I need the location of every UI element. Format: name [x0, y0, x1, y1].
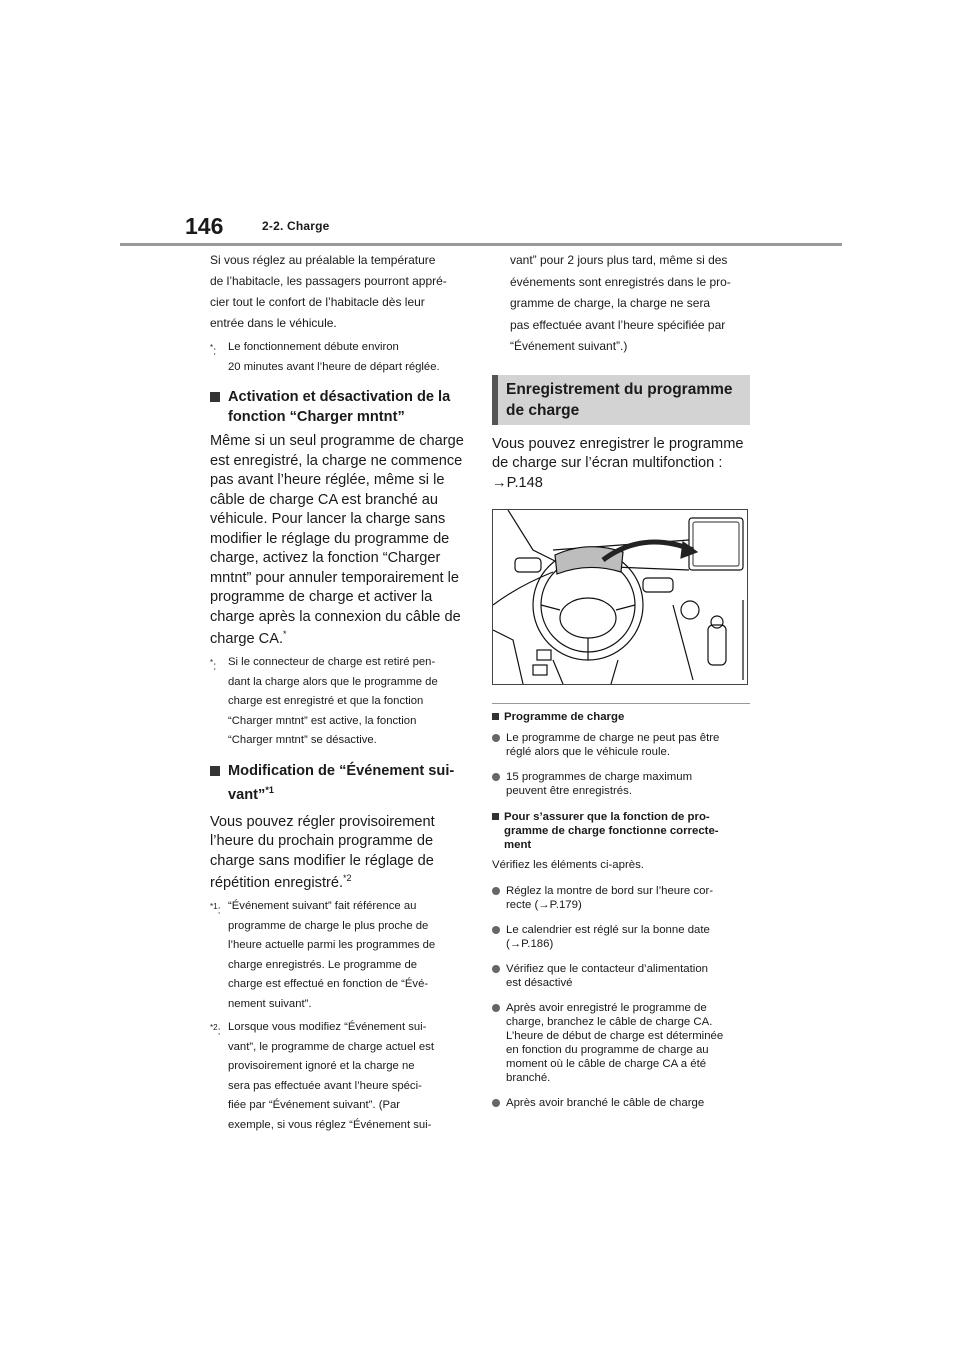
footnote-line: Si le connecteur de charge est retiré pen-: [228, 656, 436, 668]
heading-line: Activation et désactivation de la: [228, 389, 451, 405]
heading-modification: [210, 761, 468, 805]
text-line: de charge sur l’écran multifonction :: [492, 455, 723, 471]
heading-activation: [210, 387, 468, 427]
text-line: mntnt” pour annuler temporairement le: [210, 569, 460, 586]
continued-footnote: [492, 250, 750, 358]
footnote-mark: *1: [210, 902, 218, 911]
footnote-line: Lorsque vous modifiez “Événement sui-: [228, 1021, 427, 1033]
footnote-line: l’heure actuelle parmi les programmes de: [228, 939, 436, 951]
heading-line: fonction “Charger mntnt”: [228, 409, 405, 425]
footnote-ref: *: [283, 629, 287, 640]
bullet-line: branché.: [506, 1072, 551, 1084]
text-line: véhicule. Pour lancer la charge sans: [210, 511, 446, 527]
list-item: [492, 884, 750, 912]
list-item: [492, 1096, 750, 1110]
footnote-star-2: *: Si le connecteur de charge est retiré pen- dant la charge alors que le programme de charge est enregistré et que la fonction “Charger mntnt” est active, la fonction “Charger mntnt” se désactive.: [210, 653, 468, 751]
header-divider: [120, 243, 842, 246]
heading-text: Programme de charge: [504, 711, 625, 723]
bullet-line: Le calendrier est réglé sur la bonne date: [506, 924, 710, 936]
text-line: de l’habitacle, les passagers pourront appré-: [210, 274, 447, 288]
text-line: charge après la connexion du câble de: [210, 608, 461, 625]
footnote-line: provisoirement ignoré et la charge ne: [228, 1060, 415, 1072]
text-line: programme de charge et activer la: [210, 589, 433, 605]
footnote-line: dant la charge alors que le programme de: [228, 675, 438, 688]
bullet-line: 15 programmes de charge maximum: [506, 771, 693, 783]
bullet-dot-icon: [492, 965, 500, 973]
square-bullet-icon: [492, 813, 499, 820]
activation-paragraph: [210, 432, 468, 651]
text-line: [210, 871, 468, 895]
check-intro: Vérifiez les éléments ci-après.: [492, 859, 644, 871]
footnote-line: programme de charge le plus proche de: [228, 919, 429, 932]
bullet-line: (→P.186): [506, 938, 554, 950]
text-line: pas effectuée avant l’heure spécifiée par: [510, 317, 726, 332]
text-line: modifier le réglage du programme de: [210, 530, 450, 547]
section-heading-box: [492, 375, 750, 425]
right-column: [492, 250, 750, 1110]
list-item: [492, 962, 750, 990]
footnote-ref: *1: [265, 784, 274, 795]
heading-line: gramme de charge fonctionne correcte-: [504, 825, 719, 837]
footnote-1: $^{*1}$: “Événement suivant” fait référence au programme de charge le plus proche de l’heure actuelle parmi les programmes de charge enregistrés. Le programme de charge est effectué en fonction de “Évé- nement suivant”.: [210, 897, 468, 1014]
text-line: gramme de charge, la charge ne sera: [510, 296, 711, 310]
page-number: 146: [185, 213, 224, 239]
heading-line: ment: [504, 839, 532, 851]
text-fragment: charge CA.: [210, 631, 284, 647]
footnote-line: vant”, le programme de charge actuel est: [228, 1040, 434, 1053]
bullet-line: Vérifiez que le contacteur d’alimentation: [506, 963, 708, 975]
bullet-line: charge, branchez le câble de charge CA.: [506, 1016, 713, 1028]
footnote-line: “Charger mntnt” se désactive.: [228, 734, 377, 746]
list-item: [492, 923, 750, 951]
square-bullet-icon: [492, 713, 499, 720]
text-line: Si vous réglez au préalable la température: [210, 253, 436, 267]
bullet-dot-icon: [492, 887, 500, 895]
list-item: [492, 731, 750, 759]
footnote-line: charge enregistrés. Le programme de: [228, 958, 418, 971]
text-line: charge, activez la fonction “Charger: [210, 550, 441, 566]
text-line: vant” pour 2 jours plus tard, même si des: [510, 253, 728, 267]
bullet-dot-icon: [492, 926, 500, 934]
text-line: Vous pouvez régler provisoirement: [210, 813, 435, 830]
heading-line: Enregistrement du programme: [506, 380, 733, 398]
footnote-line: Le fonctionnement débute environ: [228, 341, 399, 353]
square-bullet-icon: [210, 392, 220, 402]
heading-fragment: vant”: [228, 786, 266, 803]
bullet-line: Réglez la montre de bord sur l’heure cor-: [506, 885, 714, 897]
bullet-line: Après avoir branché le câble de charge: [506, 1097, 705, 1109]
footnote-line: nement suivant”.: [228, 997, 312, 1010]
bullet-dot-icon: [492, 734, 500, 742]
section-title: 2-2. Charge: [262, 219, 330, 233]
text-line: câble de charge CA est branché au: [210, 491, 438, 508]
heading-line: Pour s’assurer que la fonction de pro-: [504, 811, 710, 823]
footnote-line: 20 minutes avant l’heure de départ réglée.: [228, 360, 440, 373]
left-column: [210, 250, 468, 1135]
dashboard-drawing: [493, 510, 747, 684]
text-line: Vous pouvez enregistrer le programme: [492, 435, 744, 452]
footnote-line: charge est enregistré et que la fonction: [228, 695, 424, 707]
page-reference: →P.148: [492, 474, 543, 491]
text-fragment: répétition enregistré.: [210, 875, 344, 891]
bullet-line: moment où le câble de charge CA a été: [506, 1058, 707, 1070]
heading-line: de charge: [506, 401, 580, 419]
text-line: “Événement suivant”.): [510, 339, 628, 353]
footnote-line: “Événement suivant” fait référence au: [228, 900, 417, 912]
heading-programme: [492, 710, 750, 724]
footnote-mark: *: [210, 658, 214, 667]
footnote-line: “Charger mntnt” est active, la fonction: [228, 714, 417, 727]
footnote-line: fiée par “Événement suivant”. (Par: [228, 1099, 401, 1111]
bullet-line: réglé alors que le véhicule roule.: [506, 746, 670, 758]
footnote-mark: *2: [210, 1023, 218, 1032]
register-paragraph: [492, 435, 750, 494]
bullet-line: Après avoir enregistré le programme de: [506, 1002, 707, 1014]
text-line: l’heure du prochain programme de: [210, 833, 434, 849]
modification-paragraph: [210, 813, 468, 896]
list-item: [492, 770, 750, 798]
bullet-line: est désactivé: [506, 977, 573, 989]
heading-line: Modification de “Événement sui-: [228, 762, 455, 779]
text-line: [210, 627, 468, 651]
bullet-line: peuvent être enregistrés.: [506, 785, 633, 797]
footnote-2: $^{*2}$: Lorsque vous modifiez “Événement sui- vant”, le programme de charge actuel est provisoirement ignoré et la charge ne sera pas effectuée avant l’heure spéci- fiée par “Événement suivant”. (Par exemple, si vous réglez “Événement sui-: [210, 1018, 468, 1135]
text-line: entrée dans le véhicule.: [210, 316, 337, 330]
bullet-line: L’heure de début de charge est déterminée: [506, 1030, 724, 1042]
text-line: est enregistré, la charge ne commence: [210, 452, 463, 469]
bullet-dot-icon: [492, 773, 500, 781]
bullet-dot-icon: [492, 1004, 500, 1012]
footnote-ref: *2: [343, 873, 352, 884]
footnote-mark: *: [210, 343, 214, 352]
text-line: charge sans modifier le réglage de: [210, 852, 434, 869]
list-item: [492, 1001, 750, 1085]
heading-check: [492, 810, 750, 852]
bullet-line: en fonction du programme de charge au: [506, 1044, 709, 1056]
intro-paragraph: [210, 250, 468, 334]
footnote-line: charge est effectué en fonction de “Évé-: [228, 978, 429, 990]
square-bullet-icon: [210, 766, 220, 776]
text-line: événements sont enregistrés dans le pro-: [510, 274, 731, 289]
bullet-dot-icon: [492, 1099, 500, 1107]
text-line: cier tout le confort de l’habitacle dès leur: [210, 295, 425, 309]
bullet-line: recte (→P.179): [506, 899, 582, 911]
footnote-line: exemple, si vous réglez “Événement sui-: [228, 1118, 432, 1131]
heading-line: [228, 785, 454, 805]
text-line: pas avant l’heure réglée, même si le: [210, 472, 445, 488]
dashboard-illustration: [492, 509, 748, 685]
footnote-star-1: *: Le fonctionnement débute environ 20 minutes avant l’heure de départ réglée.: [210, 338, 468, 377]
bullet-line: Le programme de charge ne peut pas être: [506, 732, 720, 744]
text-line: Même si un seul programme de charge: [210, 433, 464, 449]
footnote-line: sera pas effectuée avant l’heure spéci-: [228, 1079, 422, 1092]
figure-divider: [492, 703, 750, 704]
